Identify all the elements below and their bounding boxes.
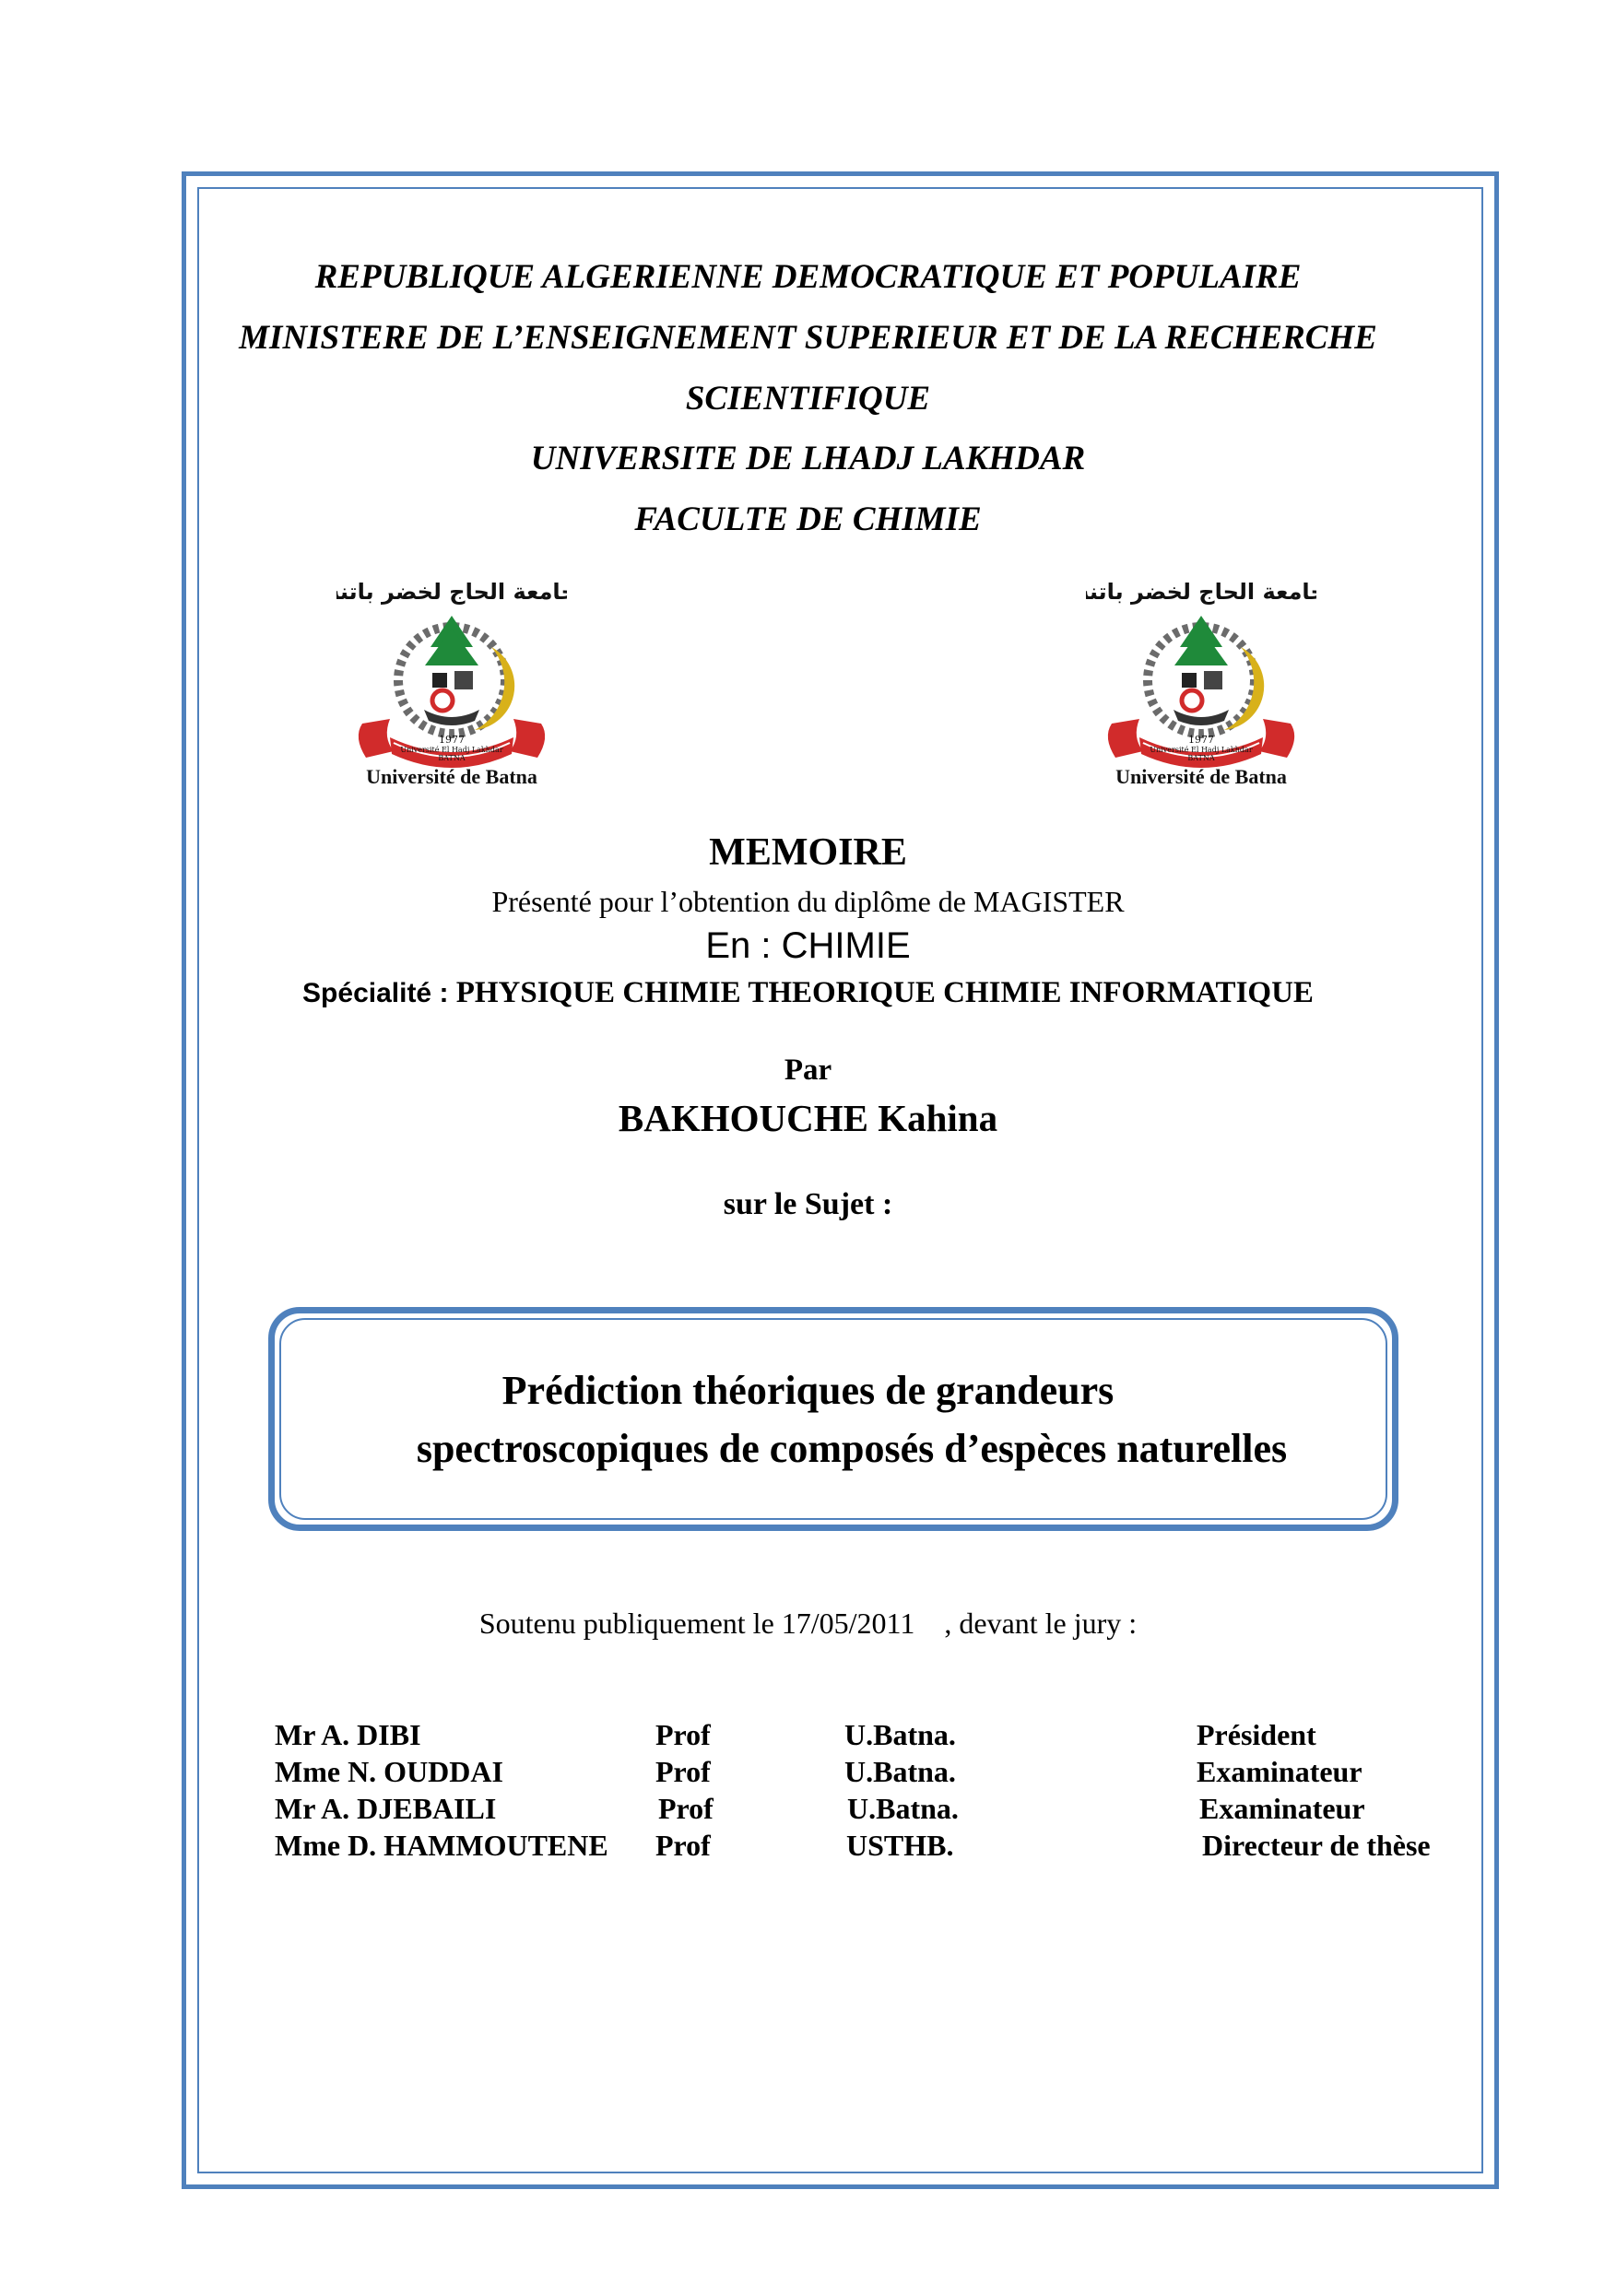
jury-role: Directeur de thèse: [1202, 1829, 1431, 1862]
author-name: BAKHOUCHE Kahina: [618, 1097, 998, 1139]
university-seal-icon: [336, 562, 567, 793]
seal-year: 1977: [439, 734, 465, 746]
specialty-value: PHYSIQUE CHIMIE THEORIQUE CHIMIE INFORMATIQUE: [455, 976, 1314, 1009]
jury-row: [275, 1831, 1473, 1867]
logo-caption: Université de Batna: [366, 765, 537, 788]
subject-label: sur le Sujet :: [723, 1187, 893, 1221]
thesis-title-line2: spectroscopiques de composés d’espèces naturelles: [416, 1426, 1288, 1471]
by-label: Par: [784, 1054, 832, 1087]
seal-city: BATNA: [438, 754, 466, 762]
header-faculty: FACULTE DE CHIMIE: [634, 500, 982, 538]
diploma-line: Présenté pour l’obtention du diplôme de MAGISTER: [491, 885, 1125, 918]
jury-institution: U.Batna.: [844, 1755, 956, 1788]
jury-name: Mme D. HAMMOUTENE: [275, 1829, 608, 1862]
seal-ribbon-text: Université El Hadj Lakhdar: [400, 746, 503, 754]
seal-year: 1977: [1188, 734, 1214, 746]
jury-grade: Prof: [655, 1755, 711, 1788]
jury-role: Président: [1197, 1718, 1316, 1751]
logo-caption: Université de Batna: [1115, 765, 1287, 788]
jury-institution: U.Batna.: [847, 1792, 959, 1825]
university-logo-left: [336, 562, 567, 793]
header-scientifique: SCIENTIFIQUE: [685, 380, 931, 418]
seal-city: BATNA: [1187, 754, 1215, 762]
subject-box-inner: [279, 1318, 1387, 1520]
jury-row: [275, 1720, 1473, 1757]
jury-table: [275, 1720, 1473, 1867]
jury-row: [275, 1794, 1473, 1831]
jury-name: Mr A. DJEBAILI: [275, 1792, 497, 1825]
defense-line: Soutenu publiquement le 17/05/2011 , devant le jury :: [478, 1607, 1138, 1640]
discipline-line: En : CHIMIE: [705, 925, 911, 966]
memoire-title: MEMOIRE: [709, 831, 907, 874]
jury-grade: Prof: [655, 1829, 711, 1862]
specialty-line: [0, 978, 1616, 1008]
thesis-title-line1: Prédiction théoriques de grandeurs: [501, 1368, 1115, 1413]
university-seal-icon: [1086, 562, 1316, 793]
header-university: UNIVERSITE DE LHADJ LAKHDAR: [530, 440, 1086, 477]
jury-name: Mme N. OUDDAI: [275, 1755, 503, 1788]
jury-grade: Prof: [658, 1792, 714, 1825]
jury-institution: U.Batna.: [844, 1718, 956, 1751]
jury-grade: Prof: [655, 1718, 711, 1751]
jury-row: [275, 1757, 1473, 1794]
university-logo-right: [1086, 562, 1316, 793]
seal-arabic-text: جامعة الحاج لخضر باتنة: [336, 579, 567, 605]
specialty-label: Spécialité :: [302, 978, 449, 1008]
jury-institution: USTHB.: [846, 1829, 954, 1862]
seal-ribbon-text: Université El Hadj Lakhdar: [1150, 746, 1253, 754]
page-border-inner: [197, 187, 1483, 2173]
jury-name: Mr A. DIBI: [275, 1718, 421, 1751]
seal-arabic-text: جامعة الحاج لخضر باتنة: [1086, 579, 1316, 605]
header-ministry: MINISTERE DE L’ENSEIGNEMENT SUPERIEUR ET DE LA RECHERCHE: [239, 319, 1377, 357]
header-republic: REPUBLIQUE ALGERIENNE DEMOCRATIQUE ET POPULAIRE: [314, 258, 1302, 296]
jury-role: Examinateur: [1197, 1755, 1362, 1788]
jury-role: Examinateur: [1199, 1792, 1365, 1825]
